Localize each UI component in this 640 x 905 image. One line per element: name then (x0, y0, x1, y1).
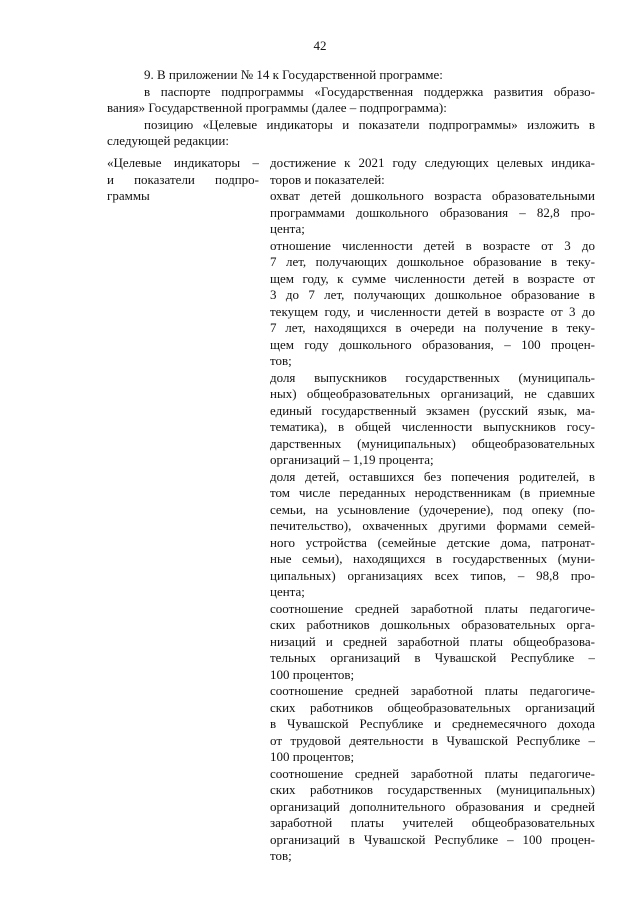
indicator-text-line: организаций в Чувашской Республике – 100 процен- (270, 831, 595, 847)
indicator-text-line: ных) общеобразовательных организаций, не сдавших (270, 386, 595, 401)
indicator-text-line: единый государственный экзамен (русский язык, ма- (270, 402, 595, 418)
indicator-text-line: 7 лет, получающих дошкольное образование в теку- (270, 254, 595, 269)
indicator-text-line: от трудовой деятельности в Чувашской Республике – (270, 732, 595, 748)
indicator-text-line: программами дошкольного образования – 82,8 про- (270, 204, 595, 220)
indicator-text-line: доля выпускников государственных (муниципаль- (270, 369, 595, 385)
indicator-text-line: низаций и средней заработной платы общеобразова- (270, 633, 595, 649)
indicator-text-line: ских работников общеобразовательных организаций (270, 699, 595, 715)
indicator-text-line: соотношение средней заработной платы педагогиче- (270, 683, 595, 698)
indicator-text-line: соотношение средней заработной платы педагогиче- (270, 765, 595, 781)
indicator-text-line: 7 лет, находящихся в очереди на получение в теку- (270, 320, 595, 335)
indicator-text-line: ских работников государственных (муниципальных) (270, 782, 595, 797)
indicator-text-line: в Чувашской Республике и среднемесячного дохода (270, 716, 595, 731)
indicator-text-line: тов; (270, 848, 292, 863)
indicator-text-line: организаций дополнительного образования и средней (270, 798, 595, 814)
indicator-text-line: организаций – 1,19 процента; (270, 452, 434, 467)
indicator-text-line: том числе переданных неродственникам (в приемные (270, 485, 595, 500)
indicator-text-line: щем году дошкольного образования, – 100 процен- (270, 336, 595, 352)
indicator-label-column (107, 155, 259, 205)
intro-line: 9. В приложении № 14 к Государственной программе: (144, 67, 443, 82)
indicator-text-line: 100 процентов; (270, 749, 355, 764)
intro-line: позицию «Целевые индикаторы и показатели подпрограммы» изложить в (144, 116, 595, 132)
indicator-text-line: доля детей, оставшихся без попечения родителей, в (270, 468, 595, 484)
indicator-text-line: охват детей дошкольного возраста образовательными (270, 188, 595, 203)
indicator-text-line: цента; (270, 221, 305, 236)
indicator-text-line: отношение численности детей в возрасте от 3 до (270, 237, 595, 253)
indicator-text-line: 100 процентов; (270, 666, 355, 682)
indicator-text-line: щем году, к сумме численности детей в возрасте от (270, 270, 595, 286)
indicator-text-line: текущем году, и численности детей в возрасте от 3 до (270, 303, 595, 319)
indicator-text-line: соотношение средней заработной платы педагогиче- (270, 600, 595, 616)
indicator-text-line: тельных организаций в Чувашской Республике – (270, 650, 595, 665)
page-number: 42 (313, 38, 327, 53)
indicator-text-line: заработной платы учителей общеобразовательных (270, 815, 595, 830)
indicator-text-column (270, 155, 595, 865)
indicator-text-line: ные семьи), находящихся в государственных (муни- (270, 551, 595, 566)
indicator-text-line: 3 до 7 лет, получающих дошкольное образование в (270, 287, 595, 302)
indicator-text-line: печительство), охваченных другими формами семей- (270, 518, 595, 533)
indicator-text-line: достижение к 2021 году следующих целевых индика- (270, 155, 595, 170)
intro-line: в паспорте подпрограммы «Государственная поддержка развития образо- (144, 83, 595, 99)
intro-line: вания» Государственной программы (далее – подпрограмма): (107, 100, 447, 115)
indicator-text-line: торов и показателей: (270, 171, 385, 187)
label-line: «Целевые индикаторы – (107, 155, 259, 170)
intro-paragraph (107, 67, 595, 150)
indicator-text-line: дарственных (муниципальных) общеобразовательных (270, 435, 595, 451)
label-line: и показатели подпро- (107, 171, 259, 187)
indicator-text-line: ного устройства (семейные детские дома, патронат- (270, 534, 595, 550)
indicator-text-line: тов; (270, 353, 292, 368)
indicator-text-line: ципальных) организациях всех типов, – 98,8 про- (270, 567, 595, 583)
indicator-text-line: семьи, на усыновление (удочерение), под опеку (по- (270, 501, 595, 517)
label-line: граммы (107, 188, 150, 203)
indicator-text-line: тематика), в общей численности выпускников госу- (270, 419, 595, 434)
indicator-text-line: ских работников дошкольных образовательных орга- (270, 617, 595, 632)
indicator-text-line: цента; (270, 584, 305, 599)
intro-line: следующей редакции: (107, 133, 229, 148)
